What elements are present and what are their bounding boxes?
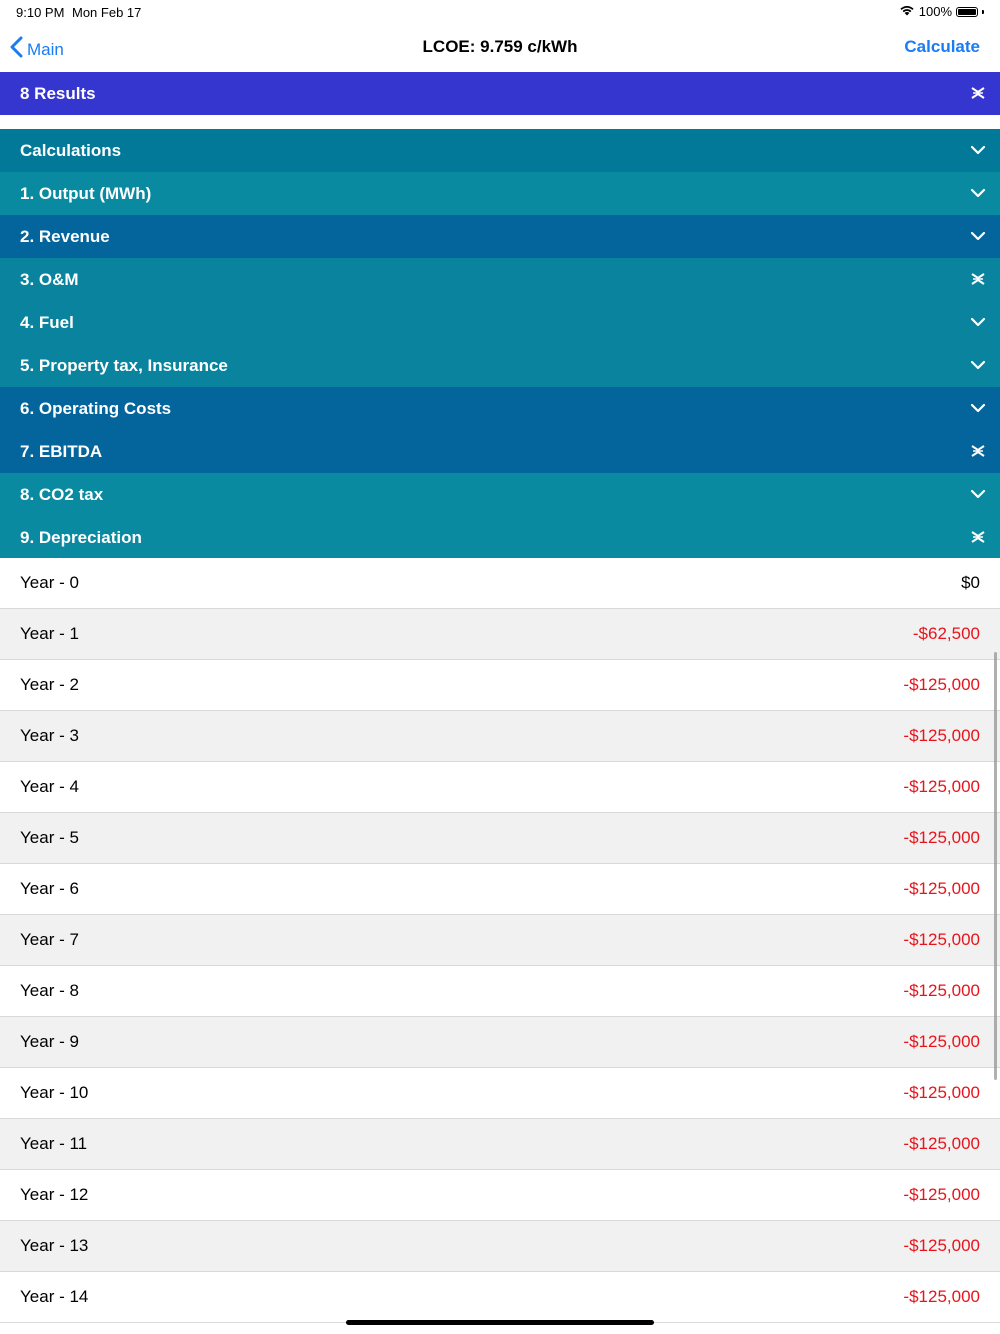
- year-value: -$125,000: [903, 675, 980, 694]
- collapse-arrows-icon: [970, 530, 986, 544]
- status-bar: [0, 0, 1000, 24]
- year-label: Year - 6: [20, 879, 79, 898]
- section-row[interactable]: [0, 430, 1000, 473]
- section-row[interactable]: [0, 516, 1000, 559]
- section-row[interactable]: [0, 172, 1000, 215]
- section-row[interactable]: [0, 387, 1000, 430]
- year-label: Year - 12: [20, 1185, 89, 1204]
- section-row[interactable]: [0, 215, 1000, 258]
- table-row: [0, 711, 1000, 762]
- year-label: Year - 10: [20, 1083, 89, 1102]
- section-row[interactable]: [0, 344, 1000, 387]
- section-label: 5. Property tax, Insurance: [20, 356, 228, 375]
- section-label: 1. Output (MWh): [20, 184, 152, 203]
- year-label: Year - 5: [20, 828, 79, 847]
- section-row[interactable]: [0, 129, 1000, 172]
- table-row: [0, 966, 1000, 1017]
- year-value: -$125,000: [903, 1083, 980, 1102]
- table-row: [0, 1170, 1000, 1221]
- year-values-list: [0, 558, 1000, 1323]
- section-list: [0, 129, 1000, 559]
- table-row: [0, 915, 1000, 966]
- section-label: 4. Fuel: [20, 313, 74, 332]
- results-section-header[interactable]: [0, 72, 1000, 115]
- home-indicator[interactable]: [346, 1320, 654, 1325]
- section-row[interactable]: [0, 258, 1000, 301]
- year-value: -$125,000: [903, 1134, 980, 1153]
- chevron-down-icon: [970, 358, 986, 372]
- section-label: 9. Depreciation: [20, 528, 142, 547]
- year-value: -$125,000: [903, 1032, 980, 1051]
- chevron-down-icon: [970, 143, 986, 157]
- year-value: -$125,000: [903, 1236, 980, 1255]
- table-row: [0, 1119, 1000, 1170]
- table-row: [0, 1068, 1000, 1119]
- year-label: Year - 4: [20, 777, 79, 796]
- section-row[interactable]: [0, 473, 1000, 516]
- year-value: -$125,000: [903, 981, 980, 1000]
- year-value: -$125,000: [903, 1185, 980, 1204]
- year-value: -$125,000: [903, 879, 980, 898]
- results-count-label: 8 Results: [20, 84, 96, 103]
- scrollbar[interactable]: [994, 652, 997, 1080]
- battery-percent: 100%: [918, 4, 952, 19]
- wifi-icon: [899, 4, 915, 19]
- section-label: 6. Operating Costs: [20, 399, 172, 418]
- year-value: -$125,000: [903, 777, 980, 796]
- calculate-button[interactable]: Calculate: [904, 37, 980, 56]
- table-row: [0, 1221, 1000, 1272]
- chevron-down-icon: [970, 229, 986, 243]
- section-label: 7. EBITDA: [20, 442, 103, 461]
- table-row: [0, 1017, 1000, 1068]
- section-label: 2. Revenue: [20, 227, 110, 246]
- back-button-label: Main: [27, 39, 64, 59]
- table-row: [0, 660, 1000, 711]
- year-value: -$62,500: [912, 624, 980, 643]
- section-label: Calculations: [20, 141, 122, 160]
- status-date: Mon Feb 17: [72, 5, 142, 20]
- year-label: Year - 13: [20, 1236, 89, 1255]
- year-label: Year - 1: [20, 624, 79, 643]
- year-label: Year - 3: [20, 726, 79, 745]
- year-label: Year - 14: [20, 1287, 89, 1306]
- section-label: 3. O&M: [20, 270, 79, 289]
- section-label: 8. CO2 tax: [20, 485, 104, 504]
- year-value: -$125,000: [903, 726, 980, 745]
- chevron-down-icon: [970, 401, 986, 415]
- table-row: [0, 762, 1000, 813]
- battery-cap: [982, 10, 984, 14]
- year-value: -$125,000: [903, 1287, 980, 1306]
- table-row: [0, 609, 1000, 660]
- status-indicators: [899, 4, 984, 19]
- collapse-arrows-icon: [970, 444, 986, 458]
- collapse-arrows-icon: [970, 86, 986, 100]
- year-value: -$125,000: [903, 930, 980, 949]
- year-label: Year - 9: [20, 1032, 79, 1051]
- section-row[interactable]: [0, 301, 1000, 344]
- chevron-down-icon: [970, 487, 986, 501]
- year-value: -$125,000: [903, 828, 980, 847]
- battery-icon: [956, 7, 978, 17]
- year-value: $0: [961, 573, 980, 592]
- page-title: LCOE: 9.759 c/kWh: [422, 37, 578, 56]
- status-time: 9:10 PM: [16, 5, 65, 20]
- chevron-down-icon: [970, 186, 986, 200]
- year-label: Year - 7: [20, 930, 79, 949]
- year-label: Year - 2: [20, 675, 79, 694]
- table-row: [0, 813, 1000, 864]
- year-label: Year - 8: [20, 981, 79, 1000]
- year-label: Year - 11: [20, 1134, 88, 1153]
- year-label: Year - 0: [20, 573, 79, 592]
- table-row: [0, 1272, 1000, 1323]
- navigation-bar: [0, 24, 1000, 72]
- chevron-down-icon: [970, 315, 986, 329]
- table-row: [0, 864, 1000, 915]
- table-row: [0, 558, 1000, 609]
- collapse-arrows-icon: [970, 272, 986, 286]
